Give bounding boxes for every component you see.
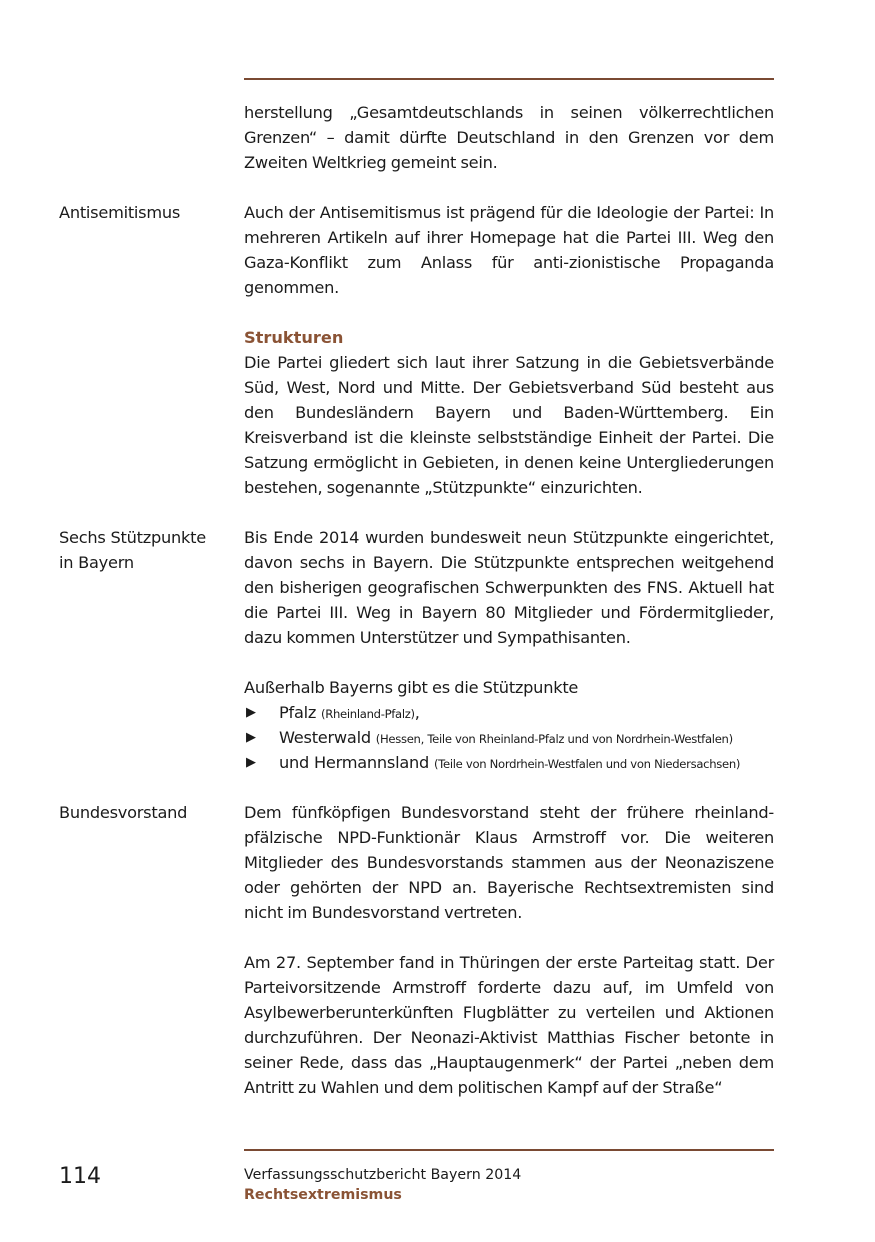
list-item-suffix: , bbox=[414, 703, 420, 722]
paragraph-parteitag: Am 27. September fand in Thüringen der erste Parteitag statt. Der Parteivorsitzende Armstroff forderte dazu auf, im Umfeld von Asylbewerberunterkünften Flugblätter zu verteilen und Aktionen durchzuführen. Der Neonazi-Aktivist Matthias Fischer betonte in seiner Rede, dass das „Hauptaugenmerk“ der Partei „neben dem Antritt zu Wahlen und dem politischen Kampf auf der Straße“ bbox=[244, 953, 774, 1097]
footer-section-name: Rechtsextremismus bbox=[244, 1187, 402, 1203]
list-item bbox=[244, 750, 784, 775]
list-item bbox=[244, 700, 784, 725]
list-item-detail: (Teile von Nordrhein-Westfalen und von Niedersachsen) bbox=[433, 757, 741, 771]
paragraph-antisemitismus: Auch der Antisemitismus ist prägend für die Ideologie der Partei: In mehreren Artikeln auf ihrer Homepage hat die Partei III. Weg den Gaza-Konflikt zum Anlass für anti-zionistische Propaganda genommen. bbox=[244, 203, 774, 297]
paragraph-strukturen: Die Partei gliedert sich laut ihrer Satzung in die Gebietsverbände Süd, West, Nord und Mitte. Der Gebietsverband Süd besteht aus den Bundesländern Bayern und Baden-Württemberg. Ein Kreisverband ist die kleinste selbstständige Einheit der Partei. Die Satzung ermöglicht in Gebieten, in denen keine Untergliederungen bestehen, sogenannte „Stützpunkte“ einzurichten. bbox=[244, 353, 774, 497]
list-item-main: Westerwald bbox=[279, 728, 371, 747]
stuetzpunkte-list bbox=[244, 700, 784, 775]
paragraph-ausserhalb-bayerns: Außerhalb Bayerns gibt es die Stützpunkte bbox=[244, 678, 579, 697]
margin-note-line: Sechs Stützpunkte bbox=[59, 528, 206, 547]
list-item-detail: (Hessen, Teile von Rheinland-Pfalz und von Nordrhein-Westfalen) bbox=[375, 732, 733, 746]
triangle-right-icon: ▶ bbox=[246, 705, 256, 720]
page-number: 114 bbox=[59, 1164, 101, 1189]
margin-note-bundesvorstand: Bundesvorstand bbox=[59, 803, 188, 822]
paragraph-bundesvorstand: Dem fünfköpfigen Bundesvorstand steht der frühere rheinland-pfälzische NPD-Funktionär Klaus Armstroff vor. Die weiteren Mitglieder des Bundesvorstands stammen aus der Neonaziszene oder gehörten der NPD an. Bayerische Rechtsextremisten sind nicht im Bundesvorstand vertreten. bbox=[244, 803, 774, 922]
margin-note-line: in Bayern bbox=[59, 553, 134, 572]
footer-rule bbox=[244, 1149, 774, 1151]
top-rule bbox=[244, 78, 774, 80]
list-item bbox=[244, 725, 784, 750]
paragraph-continuation: herstellung „Gesamtdeutschlands in seinen völkerrechtlichen Grenzen“ – damit dürfte Deutschland in den Grenzen vor dem Zweiten Weltkrieg gemeint sein. bbox=[244, 103, 774, 172]
margin-note-stuetzpunkte bbox=[59, 525, 234, 575]
list-item-main: und Hermannsland bbox=[279, 753, 430, 772]
triangle-right-icon: ▶ bbox=[246, 730, 256, 745]
list-item-detail: (Rheinland-Pfalz) bbox=[321, 707, 415, 721]
list-item-main: Pfalz bbox=[279, 703, 317, 722]
section-heading-strukturen: Strukturen bbox=[244, 328, 344, 347]
triangle-right-icon: ▶ bbox=[246, 755, 256, 770]
footer-publication-title: Verfassungsschutzbericht Bayern 2014 bbox=[244, 1167, 522, 1183]
paragraph-stuetzpunkte: Bis Ende 2014 wurden bundesweit neun Stützpunkte eingerichtet, davon sechs in Bayern. Die Stützpunkte entsprechen weitgehend den bisherigen geografischen Schwerpunkten des FNS. Aktuell hat die Partei III. Weg in Bayern 80 Mitglieder und Fördermitglieder, dazu kommen Unterstützer und Sympathisanten. bbox=[244, 528, 774, 647]
margin-note-antisemitismus: Antisemitismus bbox=[59, 203, 181, 222]
